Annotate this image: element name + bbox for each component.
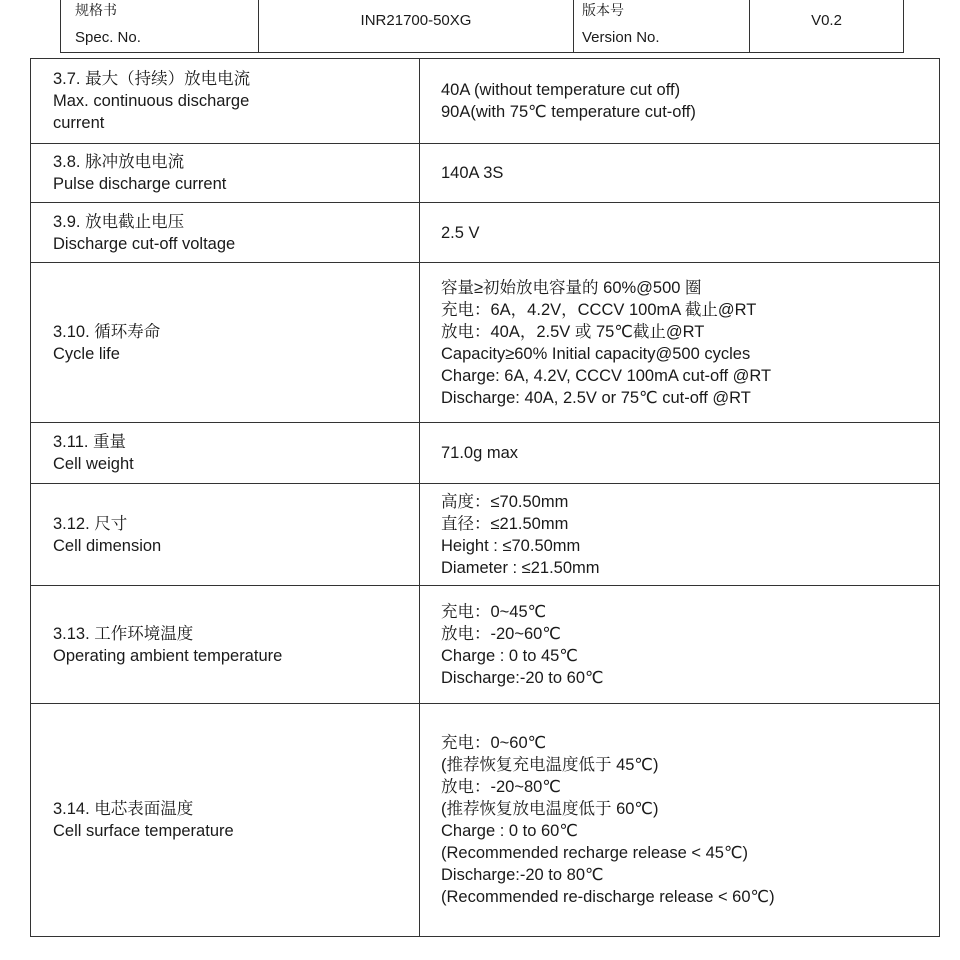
spec-number-label-cn: 规格书: [75, 2, 117, 18]
table-row: [31, 203, 940, 263]
value-line: 40A (without temperature cut off): [441, 81, 681, 99]
label-line: Operating ambient temperature: [53, 646, 283, 665]
spec-number-label-en: Spec. No.: [75, 29, 141, 46]
table-row: [31, 586, 940, 704]
label-line: 3.8. 脉冲放电电流: [53, 153, 185, 171]
table-row: [31, 263, 940, 423]
label-line: current: [53, 114, 105, 132]
label-line: Cycle life: [53, 344, 120, 363]
value-line: 140A 3S: [441, 164, 504, 182]
value-line: (Recommended re-discharge release < 60℃): [441, 888, 775, 906]
value-line: Discharge:-20 to 80℃: [441, 866, 604, 884]
label-line: 3.12. 尺寸: [53, 514, 128, 533]
value-line: Charge : 0 to 45℃: [441, 646, 578, 665]
row-value: [420, 586, 940, 704]
value-line: Charge: 6A, 4.2V, CCCV 100mA cut-off @RT: [441, 366, 772, 385]
value-line: (Recommended recharge release < 45℃): [441, 844, 748, 862]
value-line: 放电：-20~80℃: [441, 778, 561, 796]
row-label: [31, 704, 420, 937]
version-label-cell: [574, 0, 750, 52]
value-line: (推荐恢复充电温度低于 45℃): [441, 756, 659, 774]
value-line: Height : ≤70.50mm: [441, 536, 581, 555]
value-line: 充电：0~45℃: [441, 602, 547, 621]
spec-number-value: INR21700-50XG: [360, 12, 472, 29]
label-line: Max. continuous discharge: [53, 92, 250, 110]
value-line: 放电：40A，2.5V 或 75℃截止@RT: [441, 322, 705, 341]
label-line: 3.9. 放电截止电压: [53, 212, 185, 231]
table-row: [31, 144, 940, 203]
version-value: V0.2: [811, 12, 842, 29]
label-line: 3.13. 工作环境温度: [53, 624, 194, 643]
row-label: [31, 586, 420, 704]
value-line: Discharge:-20 to 60℃: [441, 668, 604, 687]
value-line: 71.0g max: [441, 444, 519, 462]
row-value: [420, 144, 940, 203]
label-line: Cell surface temperature: [53, 822, 234, 840]
document-header: [60, 0, 904, 53]
value-line: 充电：6A，4.2V，CCCV 100mA 截止@RT: [441, 300, 757, 319]
value-line: (推荐恢复放电温度低于 60℃): [441, 800, 659, 818]
value-line: Capacity≥60% Initial capacity@500 cycles: [441, 344, 751, 363]
label-line: Cell weight: [53, 455, 134, 473]
row-label: [31, 484, 420, 586]
row-value: [420, 59, 940, 144]
value-line: 90A(with 75℃ temperature cut-off): [441, 103, 696, 121]
value-line: 充电：0~60℃: [441, 734, 547, 752]
table-row: [31, 59, 940, 144]
value-line: 容量≥初始放电容量的 60%@500 圈: [441, 278, 702, 297]
spec-table: [30, 58, 940, 937]
value-line: Discharge: 40A, 2.5V or 75℃ cut-off @RT: [441, 388, 751, 407]
table-row: [31, 484, 940, 586]
version-value-cell: [750, 0, 903, 52]
value-line: 高度：≤70.50mm: [441, 492, 569, 511]
table-row: [31, 704, 940, 937]
value-line: Charge : 0 to 60℃: [441, 822, 578, 840]
row-value: [420, 484, 940, 586]
row-value: [420, 263, 940, 423]
table-row: [31, 423, 940, 484]
row-value: [420, 704, 940, 937]
value-line: 放电：-20~60℃: [441, 624, 561, 643]
version-label-cn: 版本号: [582, 2, 624, 18]
row-value: [420, 423, 940, 484]
label-line: 3.7. 最大（持续）放电电流: [53, 70, 251, 88]
row-label: [31, 59, 420, 144]
row-label: [31, 263, 420, 423]
value-line: 直径：≤21.50mm: [441, 514, 569, 533]
row-label: [31, 423, 420, 484]
label-line: Pulse discharge current: [53, 175, 227, 193]
value-line: Diameter : ≤21.50mm: [441, 558, 600, 577]
label-line: 3.10. 循环寿命: [53, 322, 161, 341]
label-line: Discharge cut-off voltage: [53, 234, 236, 253]
row-value: [420, 203, 940, 263]
row-label: [31, 203, 420, 263]
spec-number-value-cell: [259, 0, 574, 52]
spec-number-label-cell: [61, 0, 259, 52]
value-line: 2.5 V: [441, 223, 480, 242]
label-line: Cell dimension: [53, 536, 162, 555]
label-line: 3.11. 重量: [53, 433, 127, 451]
row-label: [31, 144, 420, 203]
version-label-en: Version No.: [582, 29, 660, 46]
label-line: 3.14. 电芯表面温度: [53, 800, 194, 818]
